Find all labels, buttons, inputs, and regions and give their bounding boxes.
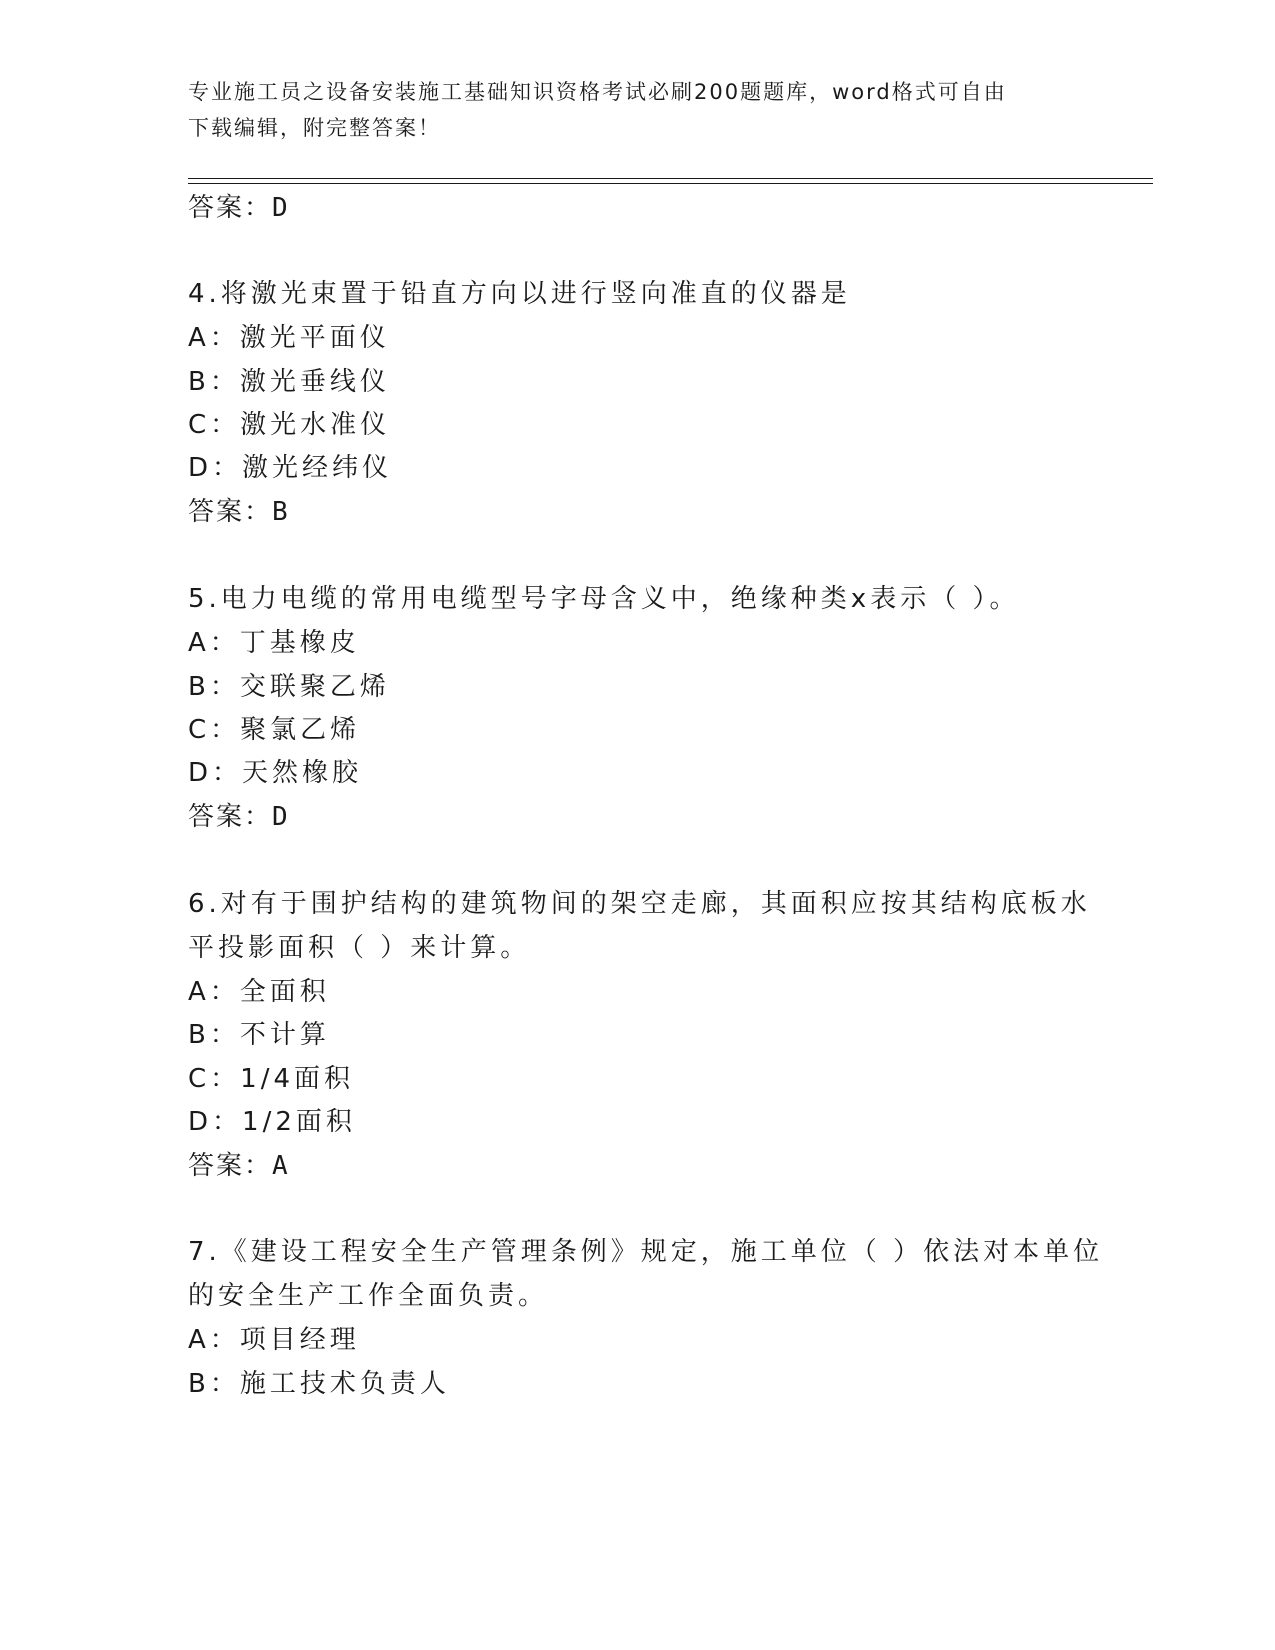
question-stem: 5.电力电缆的常用电缆型号字母含义中，绝缘种类x表示（ ）。 bbox=[188, 584, 1020, 614]
answer-value: D bbox=[272, 193, 288, 223]
answer-line bbox=[188, 800, 288, 834]
option-c: C：聚氯乙烯 bbox=[188, 715, 361, 745]
option-a: A：丁基橡皮 bbox=[188, 628, 360, 658]
option-a: A：项目经理 bbox=[188, 1325, 360, 1355]
option-c: C：激光水准仪 bbox=[188, 410, 391, 440]
option-d: D：天然橡胶 bbox=[188, 758, 363, 788]
question-stem-line-2: 平投影面积（ ）来计算。 bbox=[188, 933, 531, 963]
option-a: A：激光平面仪 bbox=[188, 323, 390, 353]
option-b: B：激光垂线仪 bbox=[188, 367, 390, 397]
option-d: D：1/2面积 bbox=[188, 1107, 356, 1137]
answer-line bbox=[188, 495, 288, 529]
answer-label: 答案： bbox=[188, 802, 273, 832]
answer-value: A bbox=[272, 1151, 288, 1181]
question-stem-line-2: 的安全生产工作全面负责。 bbox=[188, 1281, 549, 1311]
option-c: C：1/4面积 bbox=[188, 1064, 354, 1094]
option-a: A：全面积 bbox=[188, 977, 330, 1007]
answer-label: 答案： bbox=[188, 193, 273, 223]
question-stem-line-1: 7.《建设工程安全生产管理条例》规定，施工单位（ ）依法对本单位 bbox=[188, 1237, 1104, 1267]
answer-line bbox=[188, 1149, 288, 1183]
answer-label: 答案： bbox=[188, 1151, 273, 1181]
question-stem: 4.将激光束置于铅直方向以进行竖向准直的仪器是 bbox=[188, 279, 851, 309]
document-header bbox=[188, 74, 1088, 146]
header-divider-top bbox=[188, 178, 1153, 179]
answer-label: 答案： bbox=[188, 497, 273, 527]
answer-value: D bbox=[272, 802, 288, 832]
option-b: B：不计算 bbox=[188, 1020, 330, 1050]
header-divider-bottom bbox=[188, 183, 1153, 184]
option-b: B：施工技术负责人 bbox=[188, 1369, 450, 1399]
option-d: D：激光经纬仪 bbox=[188, 453, 393, 483]
answer-value: B bbox=[272, 497, 288, 527]
option-b: B：交联聚乙烯 bbox=[188, 672, 390, 702]
header-line-2: 下载编辑，附完整答案！ bbox=[188, 116, 441, 140]
answer-line bbox=[188, 191, 288, 225]
question-stem-line-1: 6.对有于围护结构的建筑物间的架空走廊，其面积应按其结构底板水 bbox=[188, 889, 1091, 919]
header-line-1: 专业施工员之设备安装施工基础知识资格考试必刷200题题库，word格式可自由 bbox=[188, 80, 1007, 104]
